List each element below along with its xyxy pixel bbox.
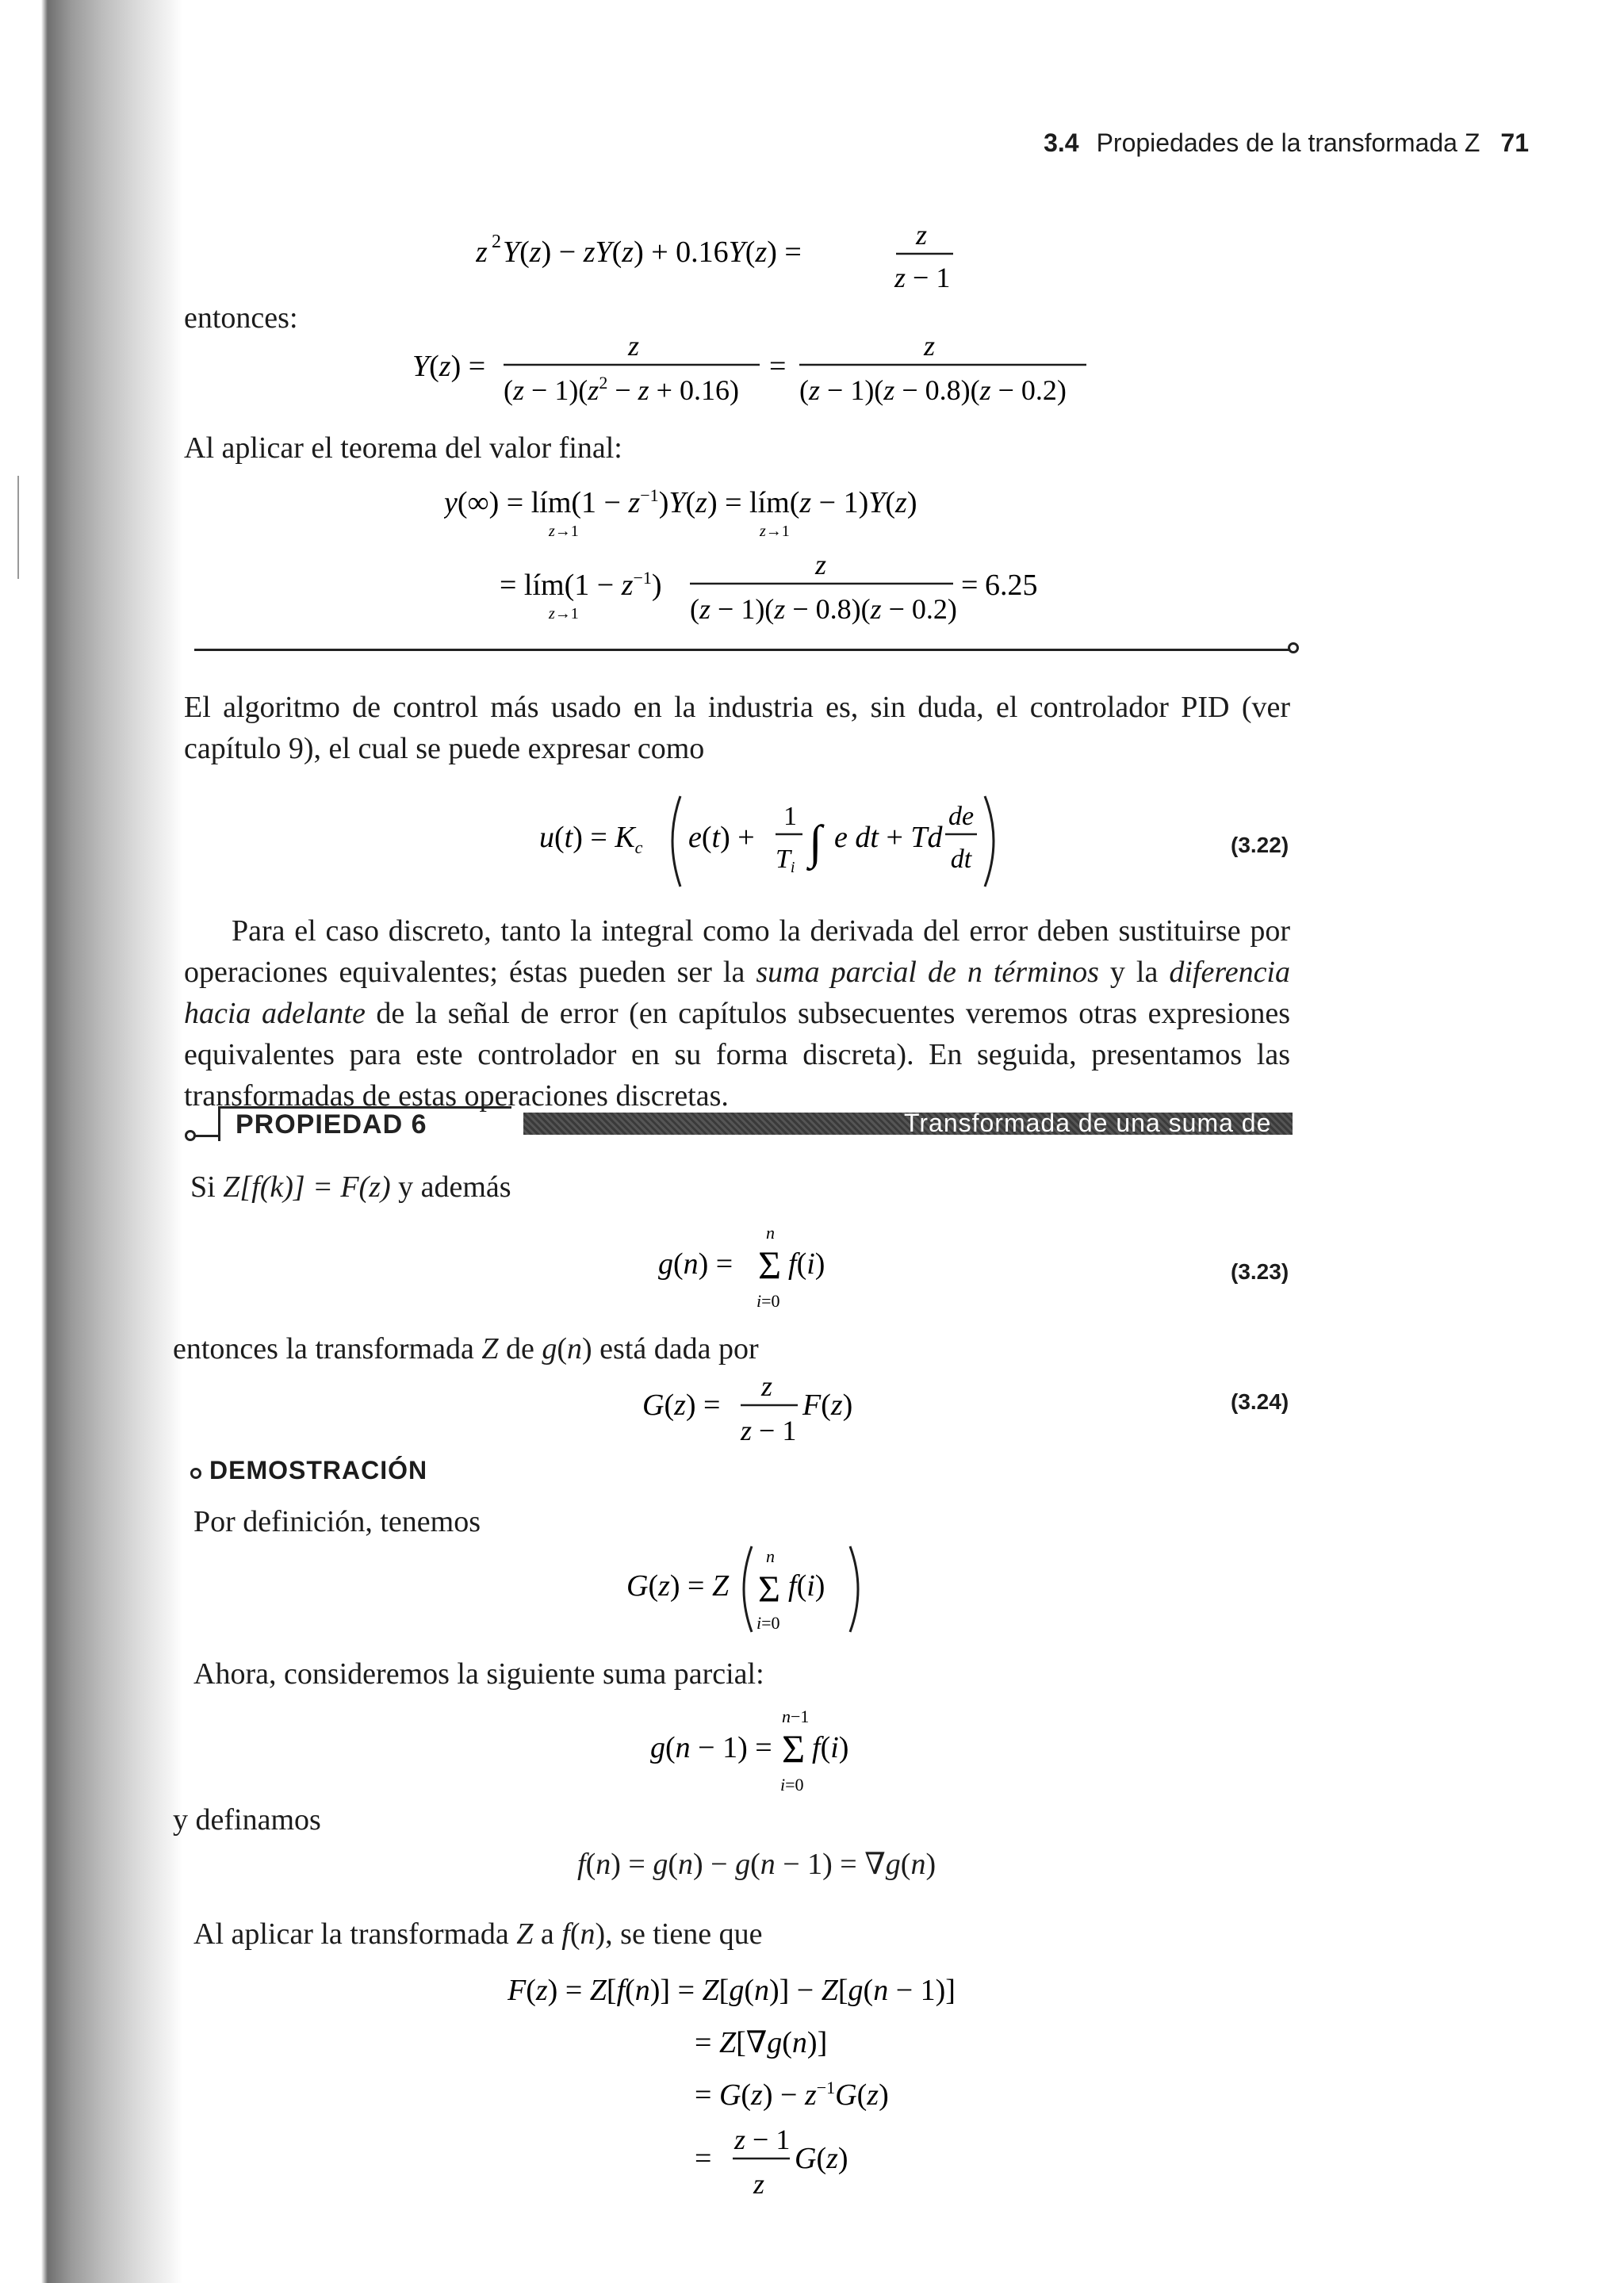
page-number: 71 bbox=[1500, 128, 1529, 157]
svg-text:= lím(1 − z−1): = lím(1 − $z^{-1}$) bbox=[500, 568, 662, 602]
property-title-a: Transformada de una suma de bbox=[904, 1109, 1272, 1137]
paragraph-discreto bbox=[184, 910, 1290, 1117]
svg-text:F(z) = Z[f(n)] = Z[g(n)] − Z[g: F(z) = Z[f(n)] = Z[g(n)] − Z[g(n − 1)] bbox=[508, 1974, 956, 2007]
para2-emphasis-suma: suma parcial de n términos bbox=[756, 956, 1099, 989]
svg-text:z − 1: z − 1 bbox=[741, 1415, 797, 1446]
svg-text:Σ: Σ bbox=[758, 1569, 780, 1611]
svg-text:e(t) +: e(t) + bbox=[688, 821, 755, 854]
property-banner-hook bbox=[194, 1135, 218, 1137]
para2-emphasis-diferencia: diferencia hacia adelante bbox=[184, 956, 1290, 1030]
svg-text:n: n bbox=[766, 1223, 775, 1243]
equation-pid bbox=[539, 785, 983, 896]
svg-text:z − 1: z − 1 bbox=[734, 2124, 791, 2155]
equation-Yz bbox=[412, 325, 1094, 412]
svg-text:z: z bbox=[916, 219, 928, 251]
svg-text:(z − 1)(z2 − z + 0.16): $(z - 1)(z^2 - z + 0.16)$ bbox=[504, 373, 739, 406]
proof-heading-text: DEMOSTRACIÓN bbox=[209, 1456, 428, 1484]
svg-text:dt: dt bbox=[950, 845, 972, 874]
svg-text:z: z bbox=[476, 236, 488, 269]
svg-text:Y(z) − zY(z) + 0.16Y(z) =: Y(z) − zY(z) + 0.16Y(z) = bbox=[503, 236, 802, 269]
svg-text:z − 1: z − 1 bbox=[894, 262, 951, 292]
svg-text:z→1: z→1 bbox=[760, 523, 790, 540]
text-por-definicion: Por definición, tenemos bbox=[193, 1505, 481, 1538]
property-label: PROPIEDAD 6 bbox=[236, 1109, 427, 1140]
para2-text-a: Para el caso discreto, tanto la integral como la derivada del error deben sustituirse por operaciones equivalentes; éstas pueden ser la bbox=[184, 914, 1290, 989]
text-teorema-valor-final: Al aplicar el teorema del valor final: bbox=[184, 431, 622, 465]
svg-text:2: 2 bbox=[492, 232, 501, 252]
svg-text:i=0: i=0 bbox=[756, 1613, 780, 1633]
svg-text:G(z) =: G(z) = bbox=[642, 1389, 721, 1422]
text-al-aplicar-a: Al aplicar la transformada bbox=[193, 1917, 517, 1951]
equation-gn-minus-1 bbox=[650, 1697, 888, 1800]
equation-number-322: (3.22) bbox=[1231, 833, 1289, 857]
svg-text:=: = bbox=[769, 350, 787, 383]
text-ahora: Ahora, consideremos la siguiente suma parcial: bbox=[193, 1657, 764, 1691]
text-entonces: entonces: bbox=[184, 301, 298, 335]
inline-gn: g bbox=[542, 1332, 557, 1366]
svg-text:G(z) = Z: G(z) = Z bbox=[626, 1569, 730, 1603]
svg-text:G(z): G(z) bbox=[795, 2142, 848, 2175]
line-entonces-transformada: entonces la transformada Z de g(n) está dada por bbox=[173, 1332, 759, 1366]
para2-text-c: de la señal de error (en capítulos subsecuentes veremos otras expresiones equivalentes para este controlador en su forma discreta). En seguida, presentamos las transformadas de estas operaciones discretas. bbox=[184, 997, 1290, 1113]
page-gutter-shadow bbox=[0, 0, 182, 2283]
property-title bbox=[904, 1109, 1293, 1167]
svg-text:Σ: Σ bbox=[782, 1726, 806, 1771]
svg-text:i=0: i=0 bbox=[756, 1291, 780, 1311]
para2-text-b: y la bbox=[1098, 956, 1170, 989]
svg-text:= Z[∇g(n)]: = Z[∇g(n)] bbox=[695, 2026, 828, 2059]
pid-right-paren bbox=[983, 793, 1007, 896]
equation-Fz-derivation bbox=[508, 1959, 1015, 2228]
text-y-ademas: y además bbox=[398, 1170, 511, 1204]
svg-text:de: de bbox=[948, 802, 975, 831]
svg-text:n: n bbox=[766, 1546, 775, 1566]
inline-eq-Zfk: Z[f(k)] = F(z) bbox=[223, 1170, 399, 1204]
example-end-rule bbox=[194, 649, 1293, 651]
svg-text:e dt + Td: e dt + Td bbox=[834, 821, 943, 854]
header-title: Propiedades de la transformada Z bbox=[1096, 128, 1480, 157]
equation-number-324: (3.24) bbox=[1231, 1389, 1289, 1414]
svg-text:F(z): F(z) bbox=[802, 1389, 853, 1422]
text-entonces-c: está dada por bbox=[592, 1332, 759, 1366]
text-al-aplicar-b: a bbox=[533, 1917, 562, 1951]
svg-text:f(i): f(i) bbox=[788, 1569, 825, 1603]
line-si bbox=[190, 1172, 511, 1202]
equation-gn-sum bbox=[658, 1213, 864, 1316]
text-si: Si bbox=[190, 1170, 216, 1204]
text-entonces-b: de bbox=[498, 1332, 542, 1366]
header-section-number: 3.4 bbox=[1044, 128, 1079, 157]
svg-text:n−1: n−1 bbox=[782, 1707, 810, 1726]
equation-fn-difference: f(n) = g(n) − g(n − 1) = ∇g(n) bbox=[577, 1848, 936, 1881]
inline-Z: Z bbox=[481, 1332, 499, 1366]
equation-Gz-definition bbox=[626, 1538, 880, 1641]
svg-text:Ti: Ti bbox=[776, 845, 795, 876]
equation-final-value bbox=[444, 476, 1094, 642]
line-al-aplicar-transformada: Al aplicar la transformada Z a f(n), se tiene que bbox=[193, 1917, 763, 1951]
proof-heading bbox=[190, 1456, 427, 1485]
svg-text:(z − 1)(z − 0.8)(z − 0.2): (z − 1)(z − 0.8)(z − 0.2) bbox=[690, 593, 957, 625]
inline-Z-2: Z bbox=[516, 1917, 534, 1951]
text-entonces-a: entonces la transformada bbox=[173, 1332, 482, 1366]
equation-Gz bbox=[642, 1366, 872, 1453]
svg-text:z: z bbox=[628, 330, 640, 362]
svg-text:1: 1 bbox=[783, 802, 797, 831]
svg-text:y(∞) = lím(1 − z−1)Y(z) = lím(: y(∞) = lím(1 − $z^{-1})Y(z)$ = lím(z − 1)Y(z) bbox=[444, 485, 917, 519]
example-end-dot bbox=[1288, 642, 1299, 653]
svg-text:= G(z) − z−1G(z): = $G(z) - z^{-1}G(z)$ bbox=[695, 2078, 889, 2112]
svg-text:f(i): f(i) bbox=[812, 1731, 849, 1764]
svg-text:u(t) = Kc: $u(t) = K_c$ bbox=[539, 821, 643, 857]
svg-text:z→1: z→1 bbox=[549, 523, 579, 540]
svg-text:(z − 1)(z − 0.8)(z − 0.2): (z − 1)(z − 0.8)(z − 0.2) bbox=[799, 374, 1067, 406]
proof-bullet-icon bbox=[190, 1468, 201, 1479]
property-title-b: términos bbox=[918, 1138, 1031, 1166]
text-al-aplicar-c: , se tiene que bbox=[605, 1917, 763, 1951]
running-header bbox=[1044, 128, 1529, 158]
svg-text:f(i): f(i) bbox=[788, 1247, 825, 1281]
svg-text:z→1: z→1 bbox=[549, 605, 579, 622]
svg-text:z: z bbox=[815, 549, 827, 580]
svg-text:z: z bbox=[924, 330, 936, 362]
final-value-result: 6.25 bbox=[985, 569, 1038, 602]
svg-text:=: = bbox=[695, 2142, 712, 2175]
paragraph-pid: El algoritmo de control más usado en la industria es, sin duda, el controlador PID (ver capítulo 9), el cual se puede expresar como bbox=[184, 691, 1290, 765]
svg-text:g(n − 1) =: g(n − 1) = bbox=[650, 1731, 772, 1764]
svg-text:z: z bbox=[753, 2168, 765, 2200]
svg-text:g(n) =: g(n) = bbox=[658, 1247, 733, 1281]
property-banner bbox=[194, 1106, 1293, 1166]
svg-text:i=0: i=0 bbox=[780, 1775, 804, 1795]
svg-text:Y(z) =: Y(z) = bbox=[412, 350, 486, 383]
svg-text:∫: ∫ bbox=[809, 816, 822, 868]
property-title-bar bbox=[523, 1109, 1293, 1166]
margin-mark bbox=[17, 476, 19, 579]
svg-text:Σ: Σ bbox=[758, 1243, 782, 1287]
svg-text:z: z bbox=[761, 1370, 773, 1402]
equation-difference bbox=[476, 213, 1047, 292]
equation-number-323: (3.23) bbox=[1231, 1259, 1289, 1284]
property-title-n: n bbox=[904, 1138, 919, 1166]
svg-text:=: = bbox=[961, 569, 979, 602]
text-y-definamos: y definamos bbox=[173, 1803, 321, 1837]
